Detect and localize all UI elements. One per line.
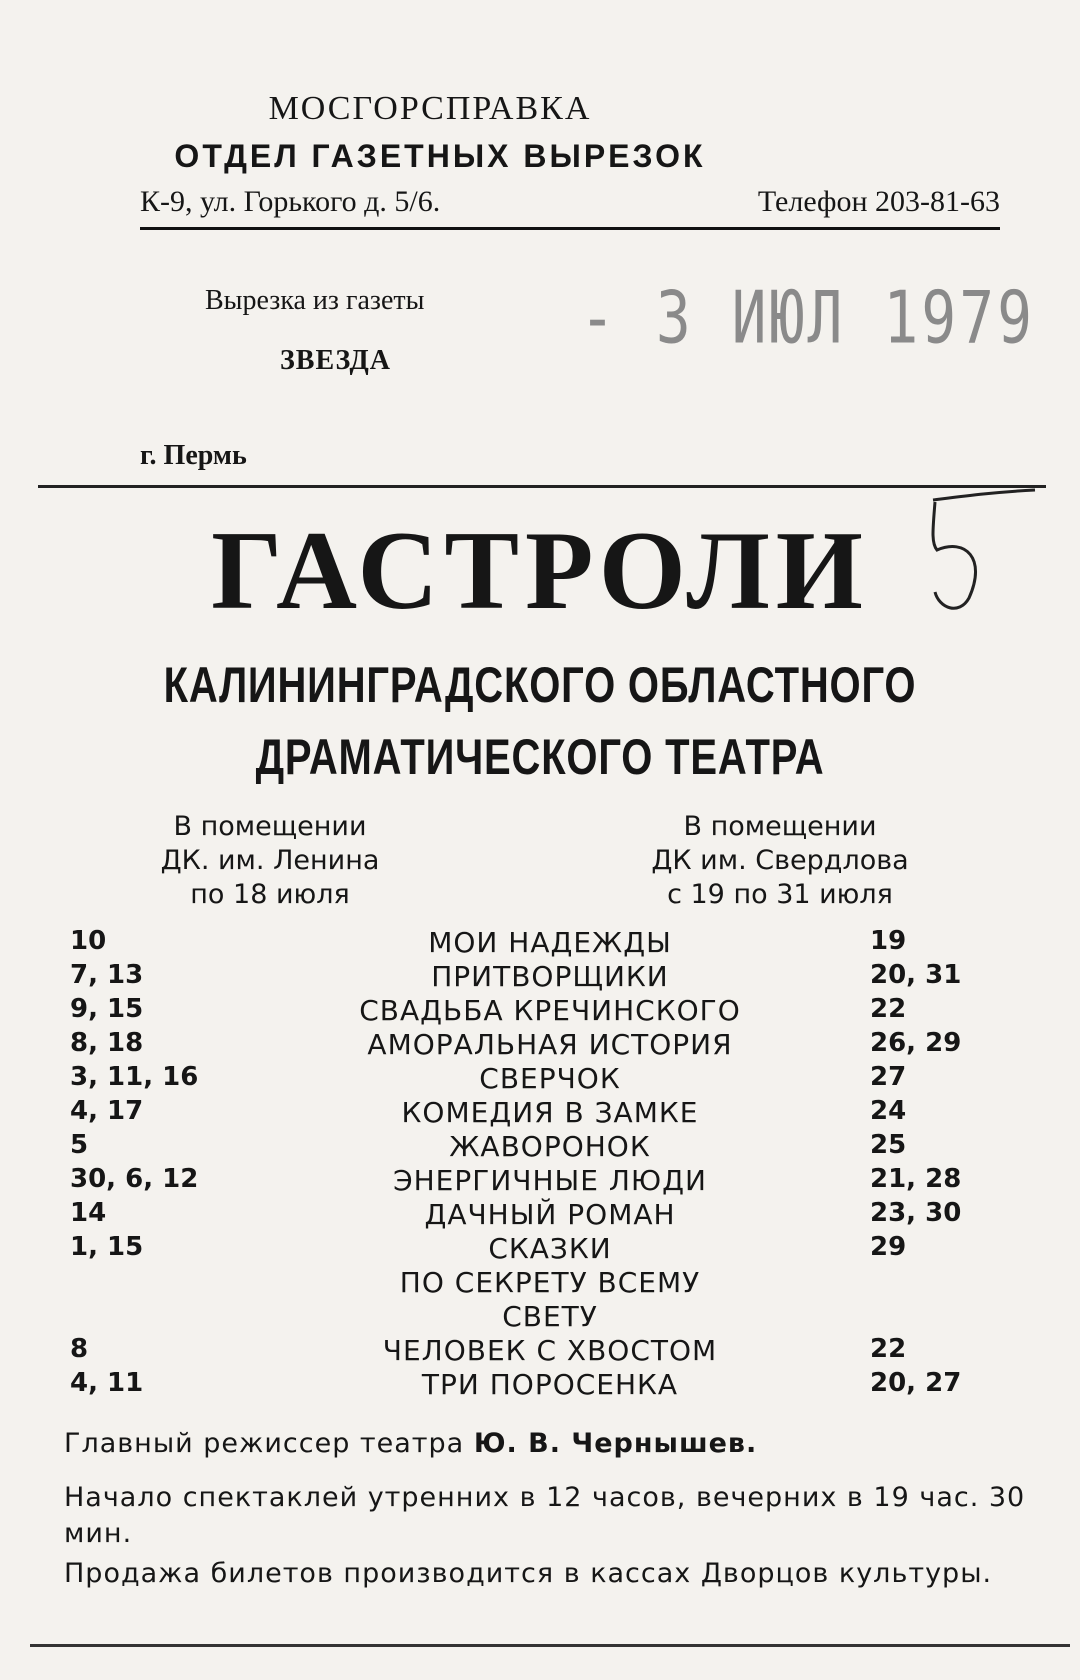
header-org: МОСГОРСПРАВКА [268, 90, 592, 127]
tickets-note: Продажа билетов производится в кассах Дворцов культуры. [64, 1558, 993, 1589]
dates-lenin: 9, 15 [70, 994, 144, 1024]
director-note [64, 1426, 1034, 1462]
city-name: г. Пермь [140, 440, 247, 471]
dates-sverdlov: 29 [870, 1232, 907, 1262]
dates-lenin: 30, 6, 12 [70, 1164, 199, 1194]
divider [30, 1644, 1070, 1647]
venue-right [580, 810, 980, 912]
dates-lenin: 5 [70, 1130, 89, 1160]
header-address-row [140, 185, 1000, 230]
schedule-row [70, 994, 1010, 1028]
director-prefix: Главный режиссер театра [64, 1428, 465, 1459]
venue-right-line: ДК им. Свердлова [651, 845, 909, 876]
play-title: КОМЕДИЯ В ЗАМКЕ [401, 1096, 699, 1129]
article-title: ГАСТРОЛИ [211, 509, 869, 633]
dates-sverdlov: 22 [870, 994, 907, 1024]
venue-right-line: В помещении [683, 811, 877, 842]
subtitle-line-1: КАЛИНИНГРАДСКОГО ОБЛАСТНОГО [163, 657, 917, 713]
dates-lenin: 14 [70, 1198, 107, 1228]
header-phone: Телефон 203-81-63 [757, 185, 1000, 218]
dates-lenin: 4, 11 [70, 1368, 144, 1398]
venue-left [70, 810, 470, 912]
dates-lenin: 1, 15 [70, 1232, 144, 1262]
dates-lenin: 4, 17 [70, 1096, 144, 1126]
play-title: ЭНЕРГИЧНЫЕ ЛЮДИ [393, 1164, 707, 1197]
dates-sverdlov: 20, 27 [870, 1368, 962, 1398]
play-title: АМОРАЛЬНАЯ ИСТОРИЯ [367, 1028, 733, 1061]
schedule-table [70, 926, 1010, 1402]
schedule-row [70, 1300, 1010, 1334]
dates-sverdlov: 20, 31 [870, 960, 962, 990]
schedule-row [70, 1334, 1010, 1368]
play-title: ПО СЕКРЕТУ ВСЕМУ [399, 1266, 701, 1299]
header-department: ОТДЕЛ ГАЗЕТНЫХ ВЫРЕЗОК [174, 138, 706, 174]
dates-lenin: 7, 13 [70, 960, 144, 990]
dates-sverdlov: 24 [870, 1096, 907, 1126]
schedule-row [70, 1368, 1010, 1402]
schedule-row [70, 960, 1010, 994]
schedule-row [70, 1232, 1010, 1266]
play-title: ЧЕЛОВЕК С ХВОСТОМ [382, 1334, 718, 1367]
subtitle-line-2: ДРАМАТИЧЕСКОГО ТЕАТРА [255, 729, 825, 785]
venue-right-line: с 19 по 31 июля [667, 879, 893, 910]
play-title: СВЕРЧОК [479, 1062, 621, 1095]
play-title: МОИ НАДЕЖДЫ [428, 926, 672, 959]
date-stamp: - 3 ИЮЛ 1979 [580, 275, 1036, 360]
dates-sverdlov: 22 [870, 1334, 907, 1364]
newspaper-name: ЗВЕЗДА [280, 345, 392, 376]
dates-sverdlov: 25 [870, 1130, 907, 1160]
schedule-row [70, 1198, 1010, 1232]
dates-sverdlov: 23, 30 [870, 1198, 962, 1228]
dates-sverdlov: 27 [870, 1062, 907, 1092]
dates-lenin: 3, 11, 16 [70, 1062, 199, 1092]
venue-left-line: ДК. им. Ленина [160, 845, 380, 876]
dates-sverdlov: 19 [870, 926, 907, 956]
clipping-label: Вырезка из газеты [205, 285, 425, 316]
dates-lenin: 8, 18 [70, 1028, 144, 1058]
director-name: Ю. В. Чернышев. [473, 1428, 758, 1459]
schedule-row [70, 926, 1010, 960]
start-times-note: Начало спектаклей утренних в 12 часов, вечерних в 19 час. 30 мин. [64, 1482, 1026, 1549]
dates-lenin: 10 [70, 926, 107, 956]
schedule-row [70, 1266, 1010, 1300]
dates-sverdlov: 26, 29 [870, 1028, 962, 1058]
schedule-row [70, 1028, 1010, 1062]
play-title: СВАДЬБА КРЕЧИНСКОГО [359, 994, 741, 1027]
dates-sverdlov: 21, 28 [870, 1164, 962, 1194]
schedule-row [70, 1096, 1010, 1130]
play-title: ДАЧНЫЙ РОМАН [424, 1198, 676, 1231]
schedule-row [70, 1062, 1010, 1096]
handwritten-mark-icon [925, 488, 1045, 628]
play-title: СВЕТУ [502, 1300, 598, 1333]
header-address: К-9, ул. Горького д. 5/6. [140, 185, 441, 218]
divider [38, 485, 1046, 488]
venue-left-line: по 18 июля [190, 879, 350, 910]
play-title: ЖАВОРОНОК [449, 1130, 651, 1163]
schedule-row [70, 1164, 1010, 1198]
play-title: ТРИ ПОРОСЕНКА [421, 1368, 679, 1401]
dates-lenin: 8 [70, 1334, 89, 1364]
venue-left-line: В помещении [173, 811, 367, 842]
play-title: ПРИТВОРЩИКИ [431, 960, 669, 993]
schedule-row [70, 1130, 1010, 1164]
play-title: СКАЗКИ [488, 1232, 612, 1265]
